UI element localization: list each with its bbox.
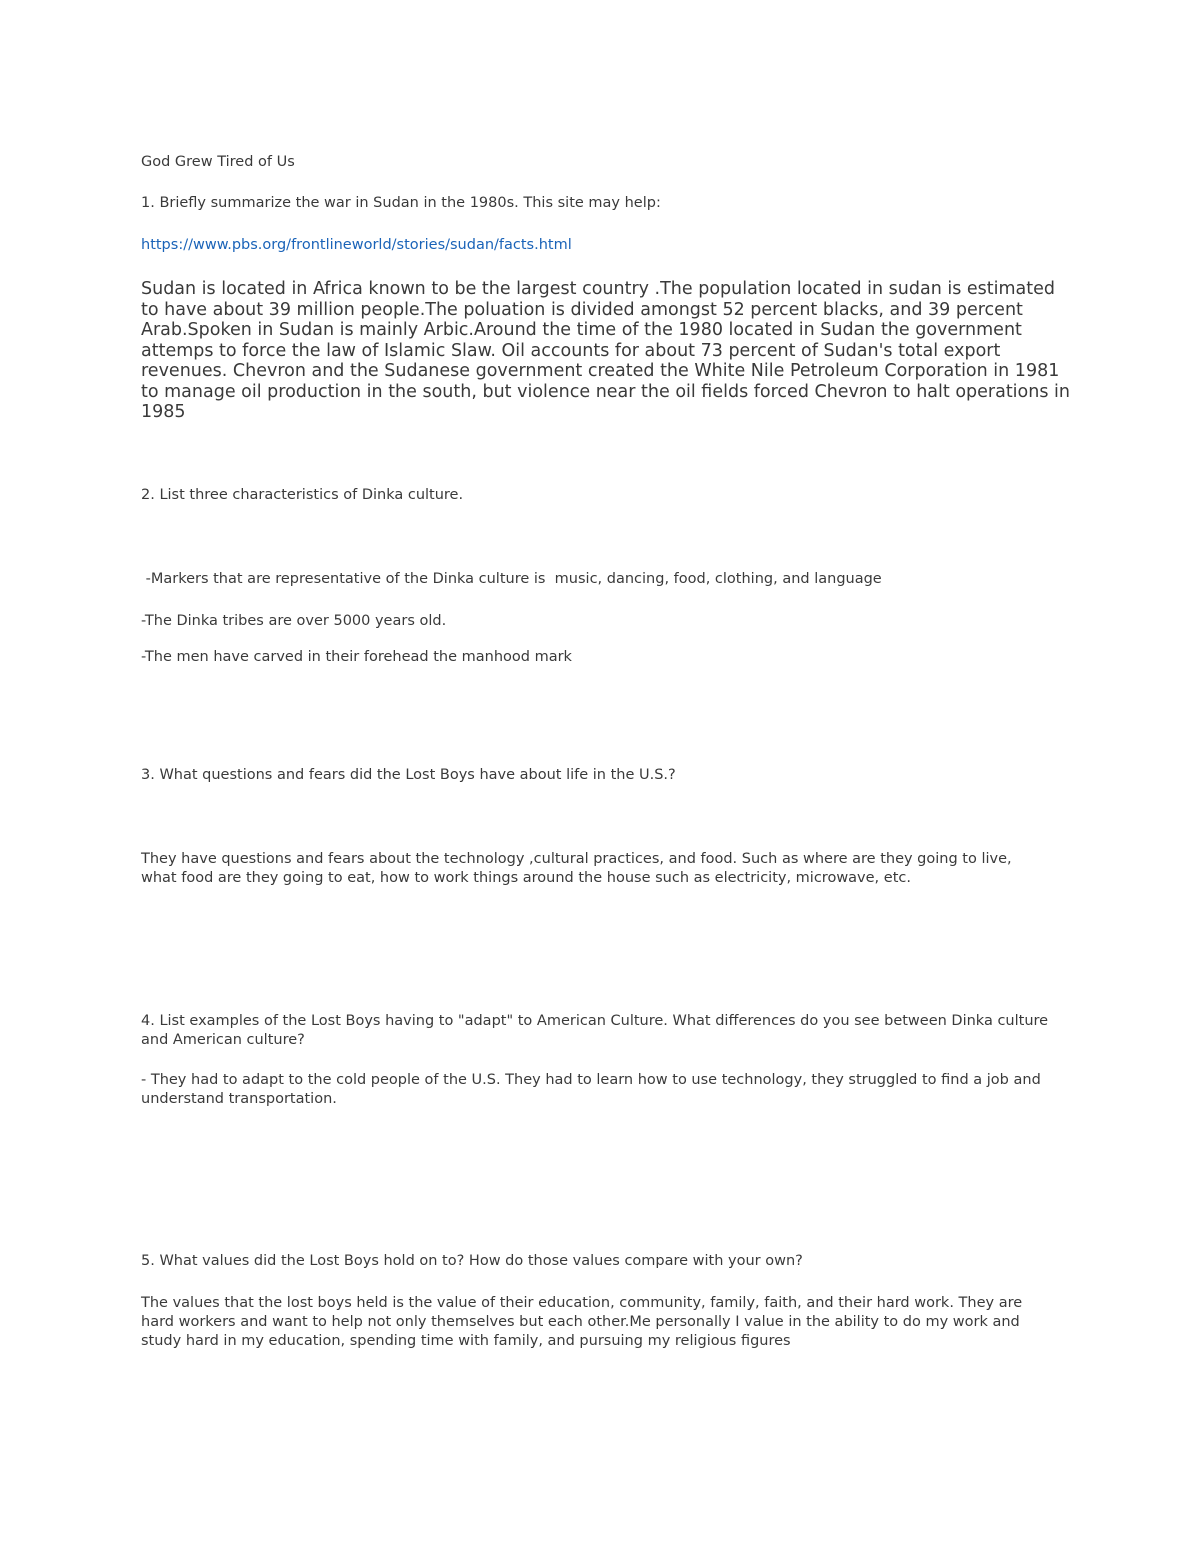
answer-2-item-2: -The Dinka tribes are over 5000 years old. [141,613,447,629]
answer-2-item-3: -The men have carved in their forehead the manhood mark [141,649,572,665]
question-4: 4. List examples of the Lost Boys having to "adapt" to American Culture. What differences do you see between Dinka culture and American culture? [141,1013,1049,1048]
answer-4: - They had to adapt to the cold people of the U.S. They had to learn how to use technology, they struggled to find a job and understand transportation. [141,1072,1041,1107]
answer-5: The values that the lost boys held is the value of their education, community, family, faith, and their hard work. They are hard workers and want to help not only themselves but each other.Me personally I value in the ability to do my work and study hard in my education, spending time with family, and pursuing my religious figures [141,1295,1023,1349]
question-5: 5. What values did the Lost Boys hold on to? How do those values compare with your own? [141,1253,803,1269]
answer-3: They have questions and fears about the technology ,cultural practices, and food. Such as where are they going to live, what food are they going to eat, how to work things around the house such as electricity, microwave, etc. [141,851,1012,886]
question-2: 2. List three characteristics of Dinka culture. [141,487,464,503]
answer-1: Sudan is located in Africa known to be the largest country .The population located in sudan is estimated to have about 39 million people.The poluation is divided amongst 52 percent blacks, and 39 percent Arab.Spoken in Sudan is mainly Arbic.Around the time of the 1980 located in Sudan the government attemps to force the law of Islamic Slaw. Oil accounts for about 73 percent of Sudan's total export revenues. Chevron and the Sudanese government created the White Nile Petroleum Corporation in 1981 to manage oil production in the south, but violence near the oil fields forced Chevron to halt operations in 1985 [141,279,1070,422]
document-title: God Grew Tired of Us [141,154,295,170]
question-1: 1. Briefly summarize the war in Sudan in the 1980s. This site may help: [141,195,661,211]
question-3: 3. What questions and fears did the Lost Boys have about life in the U.S.? [141,767,676,783]
answer-2-item-1: -Markers that are representative of the Dinka culture is music, dancing, food, clothing, and language [141,571,882,587]
pbs-link[interactable]: https://www.pbs.org/frontlineworld/stories/sudan/facts.html [141,237,572,253]
